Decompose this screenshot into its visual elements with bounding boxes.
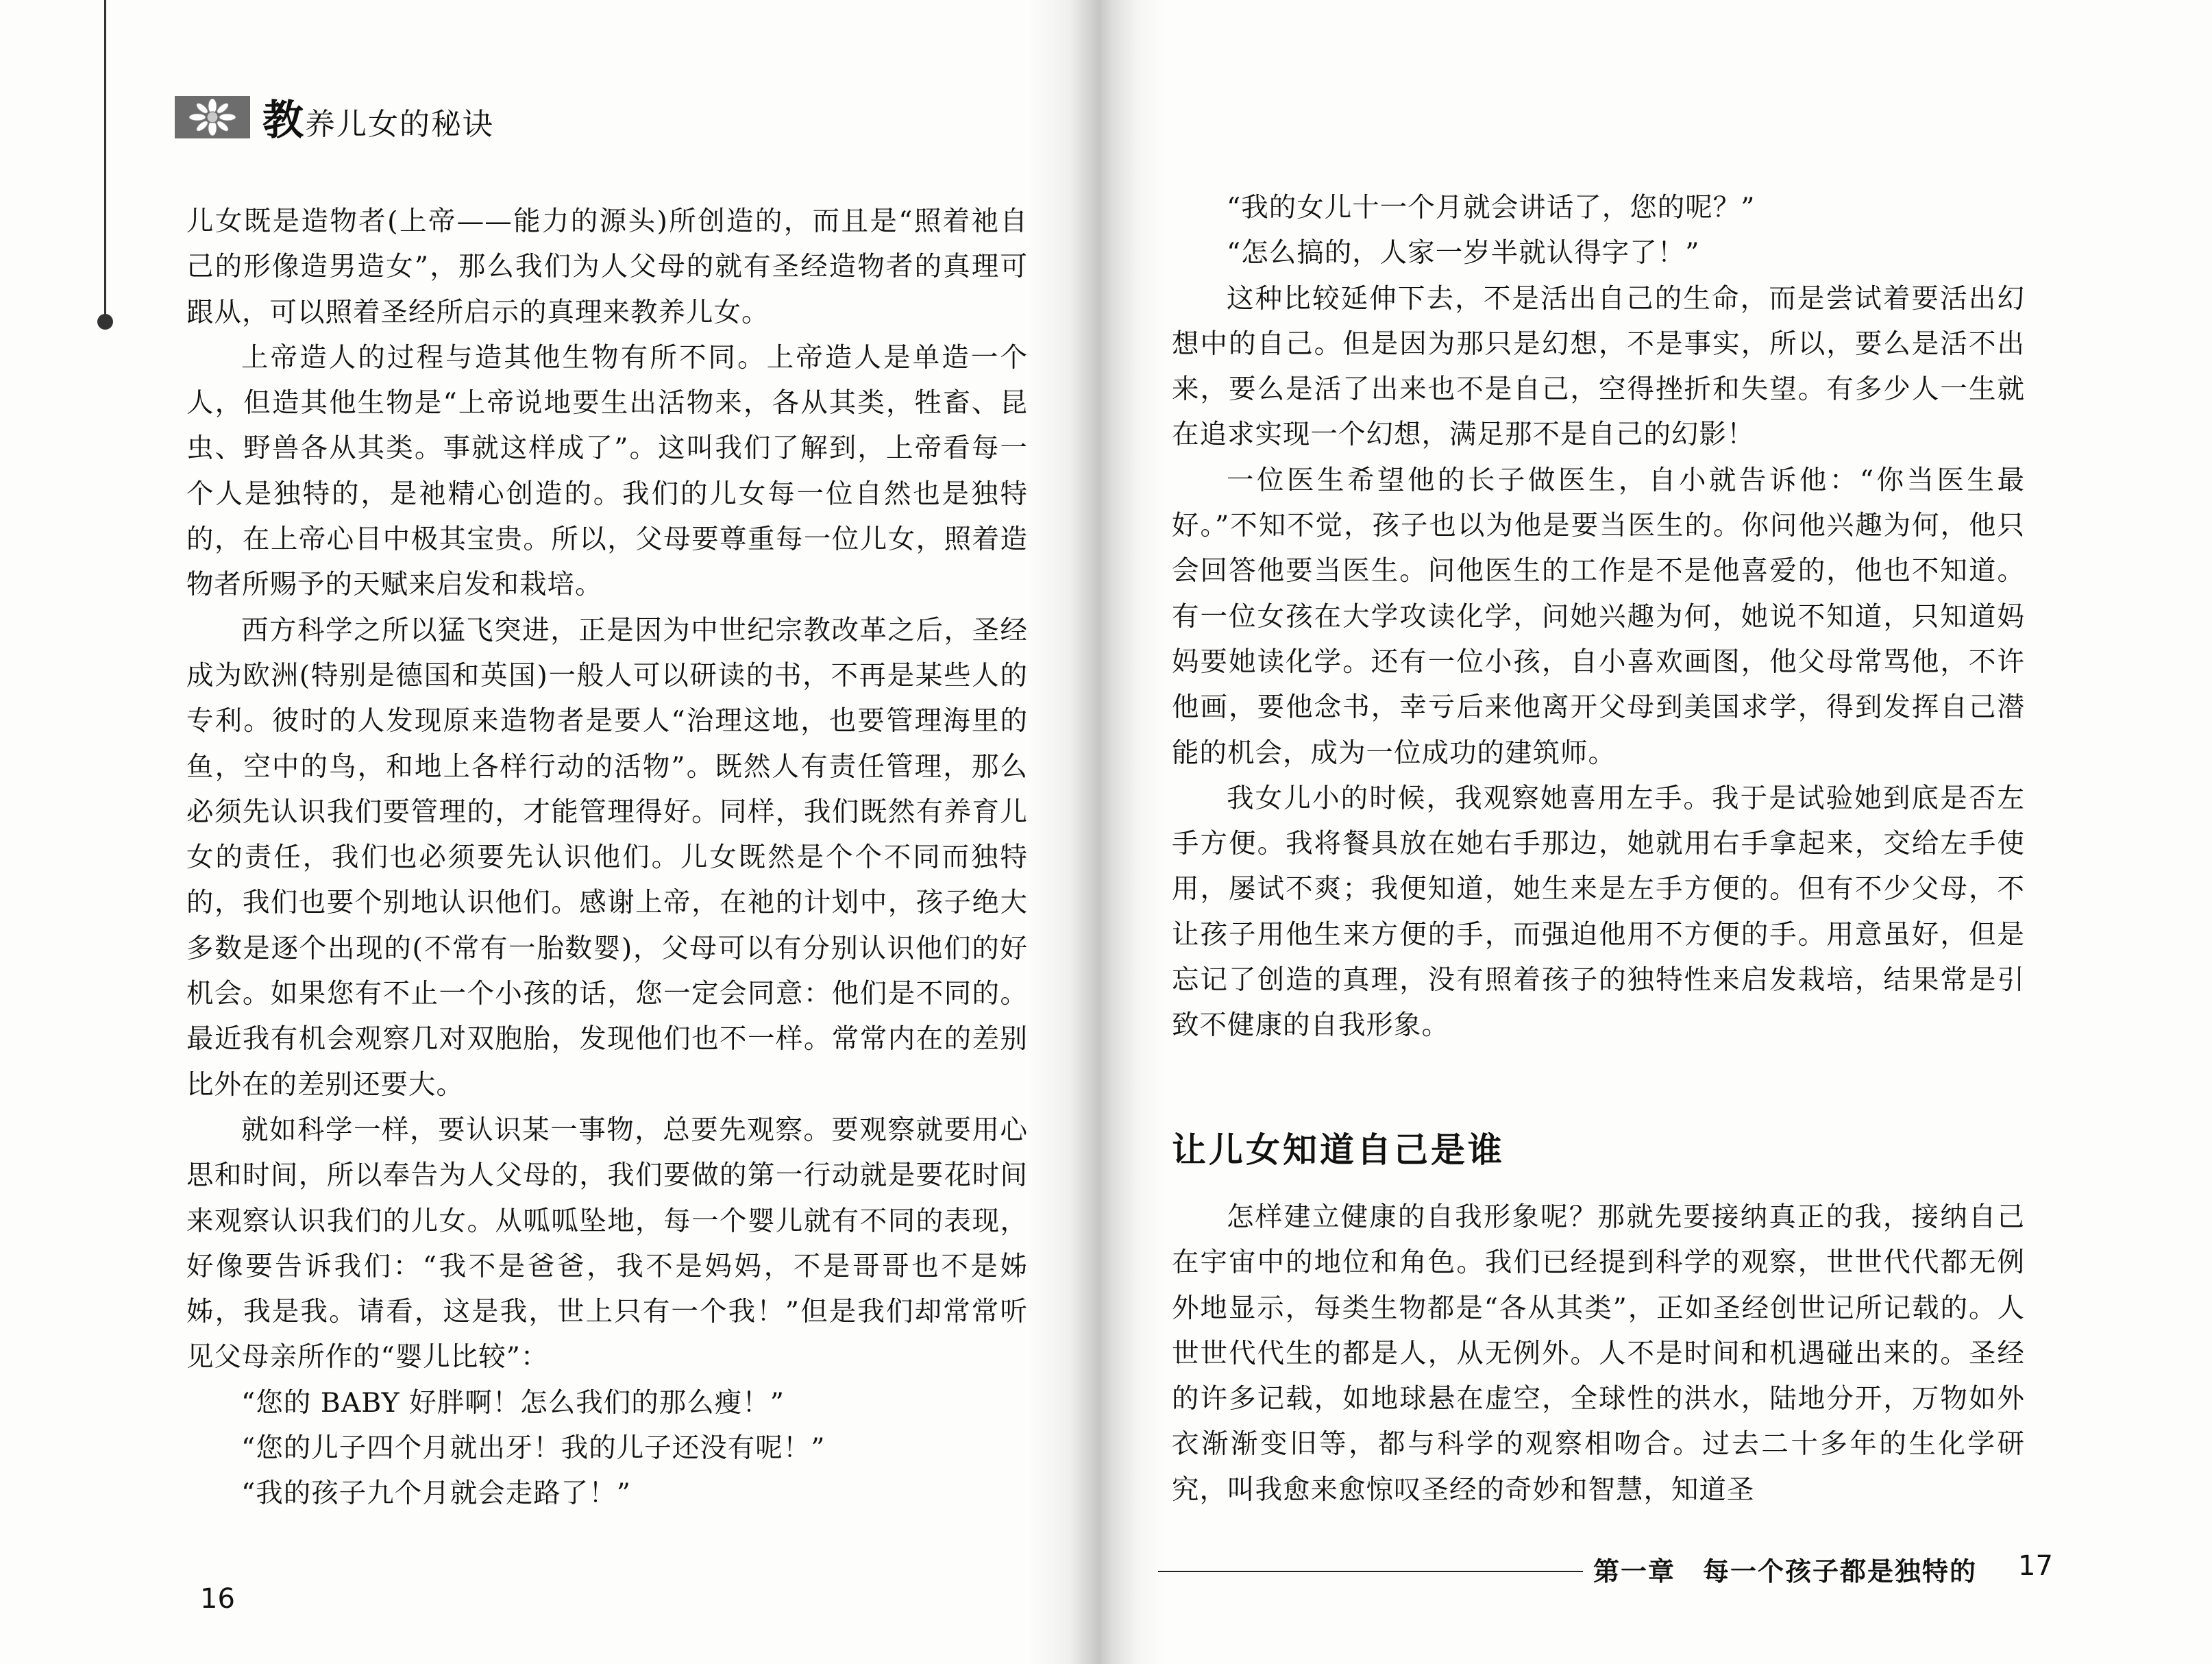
paragraph: 我女儿小的时候，我观察她喜用左手。我于是试验她到底是否左手方便。我将餐具放在她右手那边，她就用右手拿起来，交给左手使用，屡试不爽；我便知道，她生来是左手方便的。但有不少父母，不让孩子用他生来方便的手，而强迫他用不方便的手。用意虽好，但是忘记了创造的真理，没有照着孩子的独特性来启发栽培，结果常是引致不健康的自我形象。 [1172,782,2025,1042]
section-heading: 让儿女知道自己是谁 [1172,1130,1505,1170]
quote-line: “我的孩子九个月就会走路了！” [241,1478,631,1510]
quote-line: “您的儿子四个月就出牙！我的儿子还没有呢！” [241,1432,826,1465]
page-number-right: 17 [2018,1550,2053,1582]
margin-dot [97,314,113,330]
footer-chapter-title: 第一章 每一个孩子都是独特的 [1593,1556,1978,1587]
paragraph: 怎样建立健康的自我形象呢？那就先要接纳真正的我，接纳自己在宇宙中的地位和角色。我们已经提到科学的观察，世世代代都无例外地显示，每类生物都是“各从其类”，正如圣经创世记所记载的。人世世代代生的都是人，从无例外。人不是时间和机遇碰出来的。圣经的许多记载，如地球悬在虚空，全球性的洪水，陆地分开，万物如外衣渐渐变旧等，都与科学的观察相吻合。过去二十多年的生化学研究，叫我愈来愈惊叹圣经的奇妙和智慧，知道圣 [1172,1201,2025,1506]
right-page [1103,0,2212,1664]
left-page-body [186,199,1028,1517]
paragraph: 儿女既是造物者(上帝——能力的源头)所创造的，而且是“照着祂自己的形像造男造女”，那么我们为人父母的就有圣经造物者的真理可跟从，可以照着圣经所启示的真理来教养儿女。 [186,206,1028,328]
paragraph: 一位医生希望他的长子做医生，自小就告诉他：“你当医生最好。”不知不觉，孩子也以为他是要当医生的。你问他兴趣为何，他只会回答他要当医生。问他医生的工作是不是他喜爱的，他也不知道。有一位女孩在大学攻读化学，问她兴趣为何，她说不知道，只知道妈妈要她读化学。还有一位小孩，自小喜欢画图，他父母常骂他，不许他画，要他念书，幸亏后来他离开父母到美国求学，得到发挥自己潜能的机会，成为一位成功的建筑师。 [1172,464,2025,769]
flower-icon [175,96,250,138]
paragraph: 西方科学之所以猛飞突进，正是因为中世纪宗教改革之后，圣经成为欧洲(特别是德国和英国)一般人可以研读的书，不再是某些人的专利。彼时的人发现原来造物者是要人“治理这地，也要管理海里的鱼，空中的鸟，和地上各样行动的活物”。既然人有责任管理，那么必须先认识我们要管理的，才能管理得好。同样，我们既然有养育儿女的责任，我们也必须要先认识他们。儿女既然是个个不同而独特的，我们也要个别地认识他们。感谢上帝，在祂的计划中，孩子绝大多数是逐个出现的(不常有一胎数婴)，父母可以有分别认识他们的好机会。如果您有不止一个小孩的话，您一定会同意：他们是不同的。最近我有机会观察几对双胞胎，发现他们也不一样。常常内在的差别比外在的差别还要大。 [186,614,1028,1101]
paragraph: 上帝造人的过程与造其他生物有所不同。上帝造人是单造一个人，但造其他生物是“上帝说地要生出活物来，各从其类，牲畜、昆虫、野兽各从其类。事就这样成了”。这叫我们了解到，上帝看每一个人是独特的，是祂精心创造的。我们的儿女每一位自然也是独特的，在上帝心目中极其宝贵。所以，父母要尊重每一位儿女，照着造物者所赐予的天赋来启发和栽培。 [186,341,1028,601]
paragraph: 就如科学一样，要认识某一事物，总要先观察。要观察就要用心思和时间，所以奉告为人父母的，我们要做的第一行动就是要花时间来观察认识我们的儿女。从呱呱坠地，每一个婴儿就有不同的表现，好像要告诉我们：“我不是爸爸，我不是妈妈，不是哥哥也不是姊姊，我是我。请看，这是我，世上只有一个我！”但是我们却常常听见父母亲所作的“婴儿比较”： [186,1114,1028,1373]
running-header [175,88,494,147]
right-page-body-bottom [1172,1195,2025,1513]
quote-line: “您的 BABY 好胖啊！怎么我们的那么瘦！” [241,1386,785,1419]
header-title-first-char: 教 [262,97,305,145]
running-header-title [262,88,494,147]
footer-rule [1158,1571,1583,1572]
margin-line [104,0,106,322]
left-page [0,0,1090,1664]
paragraph: 这种比较延伸下去，不是活出自己的生命，而是尝试着要活出幻想中的自己。但是因为那只是幻想，不是事实，所以，要么是活不出来，要么是活了出来也不是自己，空得挫折和失望。有多少人一生就在追求实现一个幻想，满足那不是自己的幻影！ [1172,282,2025,451]
page-number-left: 16 [200,1583,235,1615]
quote-line: “怎么搞的，人家一岁半就认得字了！” [1227,237,1700,269]
quote-line: “我的女儿十一个月就会讲话了，您的呢？” [1227,192,1756,223]
right-page-body-top [1172,185,2025,1049]
header-title-rest: 养儿女的秘诀 [305,107,494,142]
